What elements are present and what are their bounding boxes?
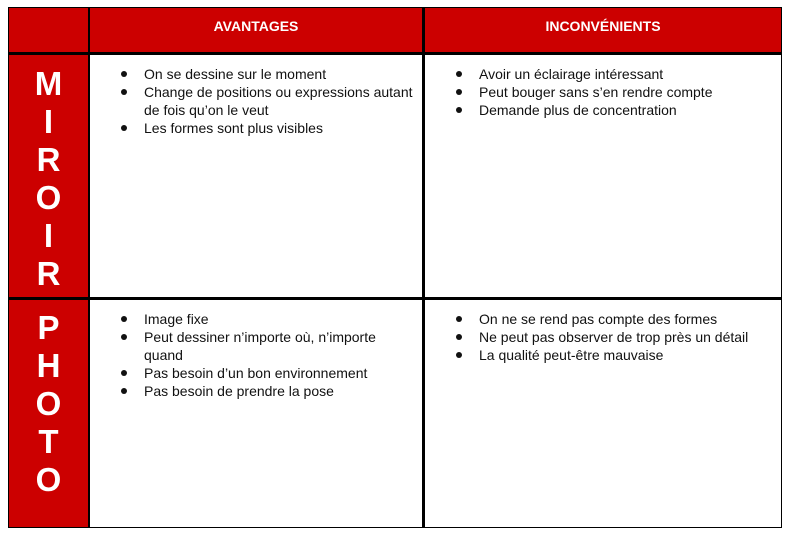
row-label-letter: R xyxy=(36,141,61,178)
photo-disadvantages-list xyxy=(425,300,781,364)
row-label-letter: H xyxy=(36,347,61,384)
list-item: Demande plus de concentration xyxy=(479,101,773,119)
row-label-letter: I xyxy=(43,103,54,140)
list-item: Peut bouger sans s’en rendre compte xyxy=(479,83,773,101)
list-item: Ne peut pas observer de trop près un détail xyxy=(479,328,773,346)
row-label-letter: O xyxy=(35,179,62,216)
row-label-letter: O xyxy=(35,385,62,422)
miroir-advantages-list xyxy=(90,55,422,137)
list-item: On ne se rend pas compte des formes xyxy=(479,310,773,328)
row-label-letter: T xyxy=(38,423,59,460)
photo-disadvantages-cell xyxy=(425,300,781,527)
row-label-miroir xyxy=(9,55,88,297)
list-item: Les formes sont plus visibles xyxy=(144,119,414,137)
row-label-letter: P xyxy=(37,309,60,346)
list-item: Peut dessiner n’importe où, n’importe quand xyxy=(144,328,414,364)
miroir-advantages-cell xyxy=(90,55,422,297)
list-item: On se dessine sur le moment xyxy=(144,65,414,83)
list-item: Change de positions ou expressions autant de fois qu’on le veut xyxy=(144,84,413,118)
miroir-disadvantages-list xyxy=(425,55,781,119)
miroir-disadvantages-cell xyxy=(425,55,781,297)
list-item: Pas besoin d’un bon environnement xyxy=(144,364,414,382)
row-label-photo xyxy=(9,300,88,527)
comparison-table xyxy=(8,7,782,528)
list-item: La qualité peut-être mauvaise xyxy=(479,346,773,364)
photo-advantages-cell xyxy=(90,300,422,527)
row-label-letter: R xyxy=(36,255,61,292)
photo-advantages-list xyxy=(90,300,422,400)
row-label-letter: M xyxy=(34,65,63,102)
list-item: Image fixe xyxy=(144,310,414,328)
list-item: Avoir un éclairage intéressant xyxy=(479,65,773,83)
row-label-letter: O xyxy=(35,461,62,498)
header-disadvantages: INCONVÉNIENTS xyxy=(425,8,781,52)
list-item: Pas besoin de prendre la pose xyxy=(144,382,414,400)
header-advantages: AVANTAGES xyxy=(90,8,422,52)
row-label-letter: I xyxy=(43,217,54,254)
corner-cell xyxy=(9,8,88,52)
